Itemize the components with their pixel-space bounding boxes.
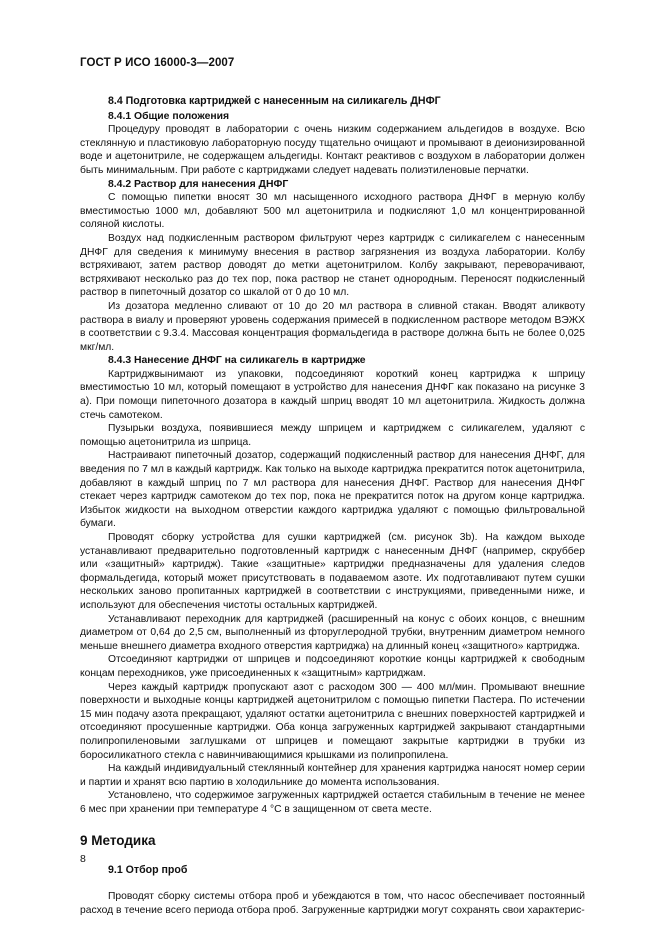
paragraph: Из дозатора медленно сливают от 10 до 20 мл раствора в сливной стакан. Вводят аликвоту раствора в виалу и проверяют уровень содержания примесей в подкисленном растворе методом ВЭЖХ в соответствии с 9.3.4. Массовая концентрация формальдегида в растворе должна быть не более 0,025 мкг/мл. bbox=[80, 300, 585, 353]
paragraph: Процедуру проводят в лаборатории с очень низким содержанием альдегидов в воздухе. Всю стеклянную и пластиковую лабораторную посуду тщательно очищают и промывают в деионизированной воде и ацетонитриле, не содержащем альдегиды. Контакт реактивов с воздухом в лаборатории должен быть минимальным. При работе с картриджами следует надевать полиэтиленовые перчатки. bbox=[80, 124, 585, 176]
paragraph: Настраивают пипеточный дозатор, содержащий подкисленный раствор для нанесения ДНФГ, для введения по 7 мл в каждый картридж. Как только на выходе картриджа прекратится поток ацетонитрила, добавляют в каждый шприц по 7 мл раствора для нанесения ДНФГ. Раствор для нанесения ДНФГ стекает через картридж самотеком до тех пор, пока не прекратится поток на другом конце картриджа. Избыток жидкости на выходном отверстии каждого картриджа удаляют с помощью фильтровальной бумаги. bbox=[80, 450, 585, 530]
standard-header: ГОСТ Р ИСО 16000-3—2007 bbox=[80, 57, 235, 69]
page-body bbox=[80, 95, 585, 917]
section-8-4-3-heading: 8.4.3 Нанесение ДНФГ на силикагель в картридже bbox=[108, 355, 366, 367]
section-9-1-heading: 9.1 Отбор проб bbox=[108, 864, 188, 877]
paragraph: Проводят сборку системы отбора проб и убеждаются в том, что насос обеспечивает постоянный расход в течение всего периода отбора проб. Загруженные картриджи могут сохранять свои характерис- bbox=[80, 891, 585, 916]
paragraph: Картриджвынимают из упаковки, подсоединяют короткий конец картриджа к шприцу вместимостью 10 мл, который помещают в устройство для нанесения ДНФГ как показано на рисунке 3 а). При помощи пипеточного дозатора в каждый шприц вводят 10 мл ацетонитрила. Жидкость должна стечь самотеком. bbox=[80, 368, 585, 421]
paragraph: Установлено, что содержимое загруженных картриджей остается стабильным в течение не менее 6 мес при хранении при температуре 4 °С в защищенном от света месте. bbox=[80, 790, 585, 815]
paragraph: Пузырьки воздуха, появившиеся между шприцем и картриджем с силикагелем, удаляют с помощью ацетонитрила из шприца. bbox=[80, 423, 585, 448]
paragraph: На каждый индивидуальный стеклянный контейнер для хранения картриджа наносят номер серии и партии и хранят всю партию в холодильнике до момента использования. bbox=[80, 763, 585, 788]
page-number: 8 bbox=[80, 853, 86, 865]
section-9-heading: 9 Методика bbox=[80, 833, 156, 849]
paragraph: Проводят сборку устройства для сушки картриджей (см. рисунок 3b). На каждом выходе устанавливают предварительно подготовленный картридж с нанесенным ДНФГ (например, скруббер или «защитный» картридж). Такие «защитные» картриджи предназначены для удаления следов формальдегида, который может присутствовать в подаваемом азоте. Их подготавливают путем сушки нескольких заново пропитанных картриджей в соответствии с инструкциями, приведенными ниже, и используют для обеспечения чистоты остальных картриджей. bbox=[80, 532, 585, 611]
section-8-4-1-heading: 8.4.1 Общие положения bbox=[108, 110, 230, 122]
paragraph: Воздух над подкисленным раствором фильтруют через картридж с силикагелем с нанесенным ДНФГ для сведения к минимуму внесения в раствор загрязнения из воздуха лаборатории. Колбу встряхивают, затем раствор доводят до метки ацетонитрилом. Колбу закрывают, переворачивают, встряхивают несколько раз до тех пор, пока раствор не станет однородным. Переносят подкисленный раствор в пипеточный дозатор со шкалой от 0 до 10 мл. bbox=[80, 232, 585, 299]
paragraph: Через каждый картридж пропускают азот с расходом 300 — 400 мл/мин. Промывают внешние поверхности и выходные концы картриджей ацетонитрилом с помощью пипетки Пастера. По истечении 15 мин подачу азота прекращают, удаляют остатки ацетонитрила с внешних поверхностей картриджей и отсоединяют просушенные картриджи. Оба конца загруженных картриджей закрывают стандартными полипропиленовыми заглушками от шприцев и помещают закрытые картриджи в трубки из боросиликатного стекла с навинчивающимися крышками из полипропилена. bbox=[80, 681, 585, 761]
paragraph: Отсоединяют картриджи от шприцев и подсоединяют короткие концы картриджей к свободным концам переходников, уже присоединенных к «защитным» картриджам. bbox=[80, 654, 585, 679]
section-8-4-2-heading: 8.4.2 Раствор для нанесения ДНФГ bbox=[108, 178, 289, 190]
section-8-4-heading: 8.4 Подготовка картриджей с нанесенным на силикагель ДНФГ bbox=[108, 95, 441, 107]
paragraph: С помощью пипетки вносят 30 мл насыщенного исходного раствора ДНФГ в мерную колбу вместимостью 1000 мл, добавляют 500 мл ацетонитрила и подкисляют 1,0 мл концентрированной соляной кислоты. bbox=[80, 192, 585, 231]
paragraph: Устанавливают переходник для картриджей (расширенный на конус с обоих концов, с внешним диаметром от 0,64 до 2,5 см, выполненный из фторуглеродной трубки, внутренним диаметром немного меньше внешнего диаметра входного отверстия картриджа) на длинный конец «защитного» картриджа. bbox=[80, 613, 585, 652]
